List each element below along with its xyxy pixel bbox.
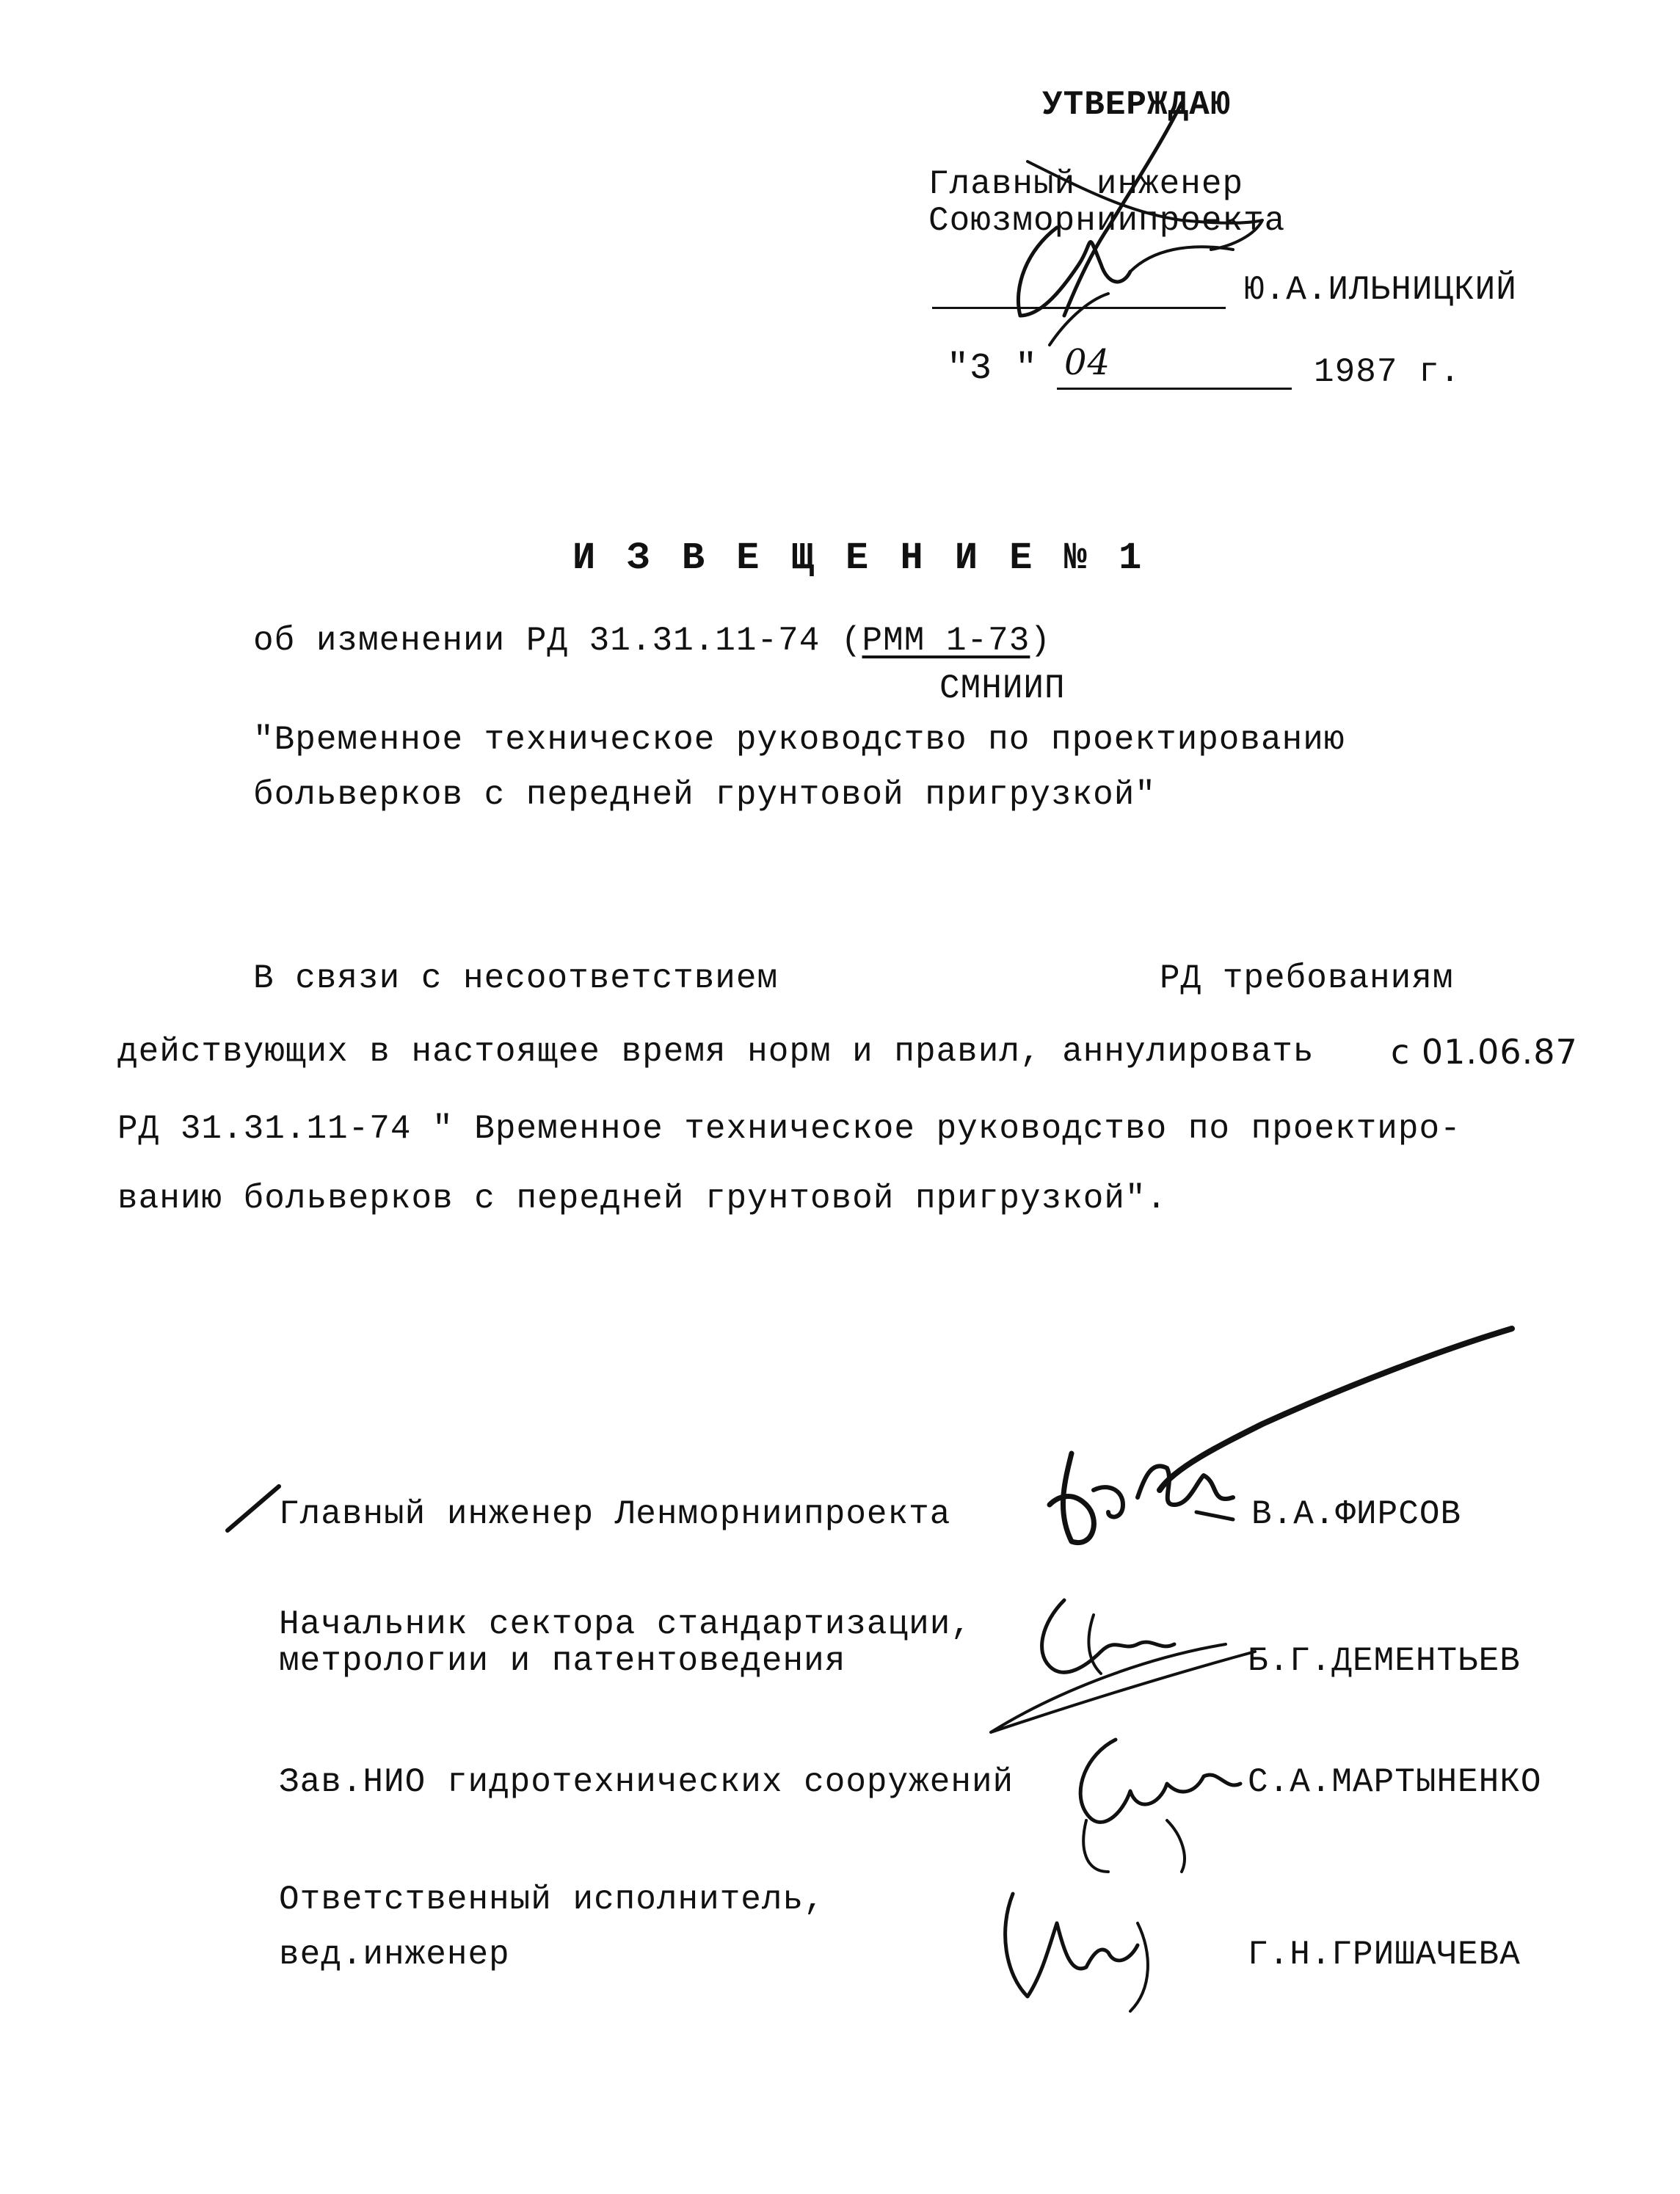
slash-mark-icon	[224, 1483, 283, 1534]
signatory-2-signature-icon	[917, 1585, 1299, 1747]
approval-organization: Союзморниипроекта	[928, 202, 1286, 240]
signatory-1-title: Главный инженер Ленморниипроекта	[279, 1495, 951, 1533]
signatory-2-title-line1: Начальник сектора стандартизации,	[279, 1605, 972, 1643]
notice-organization: СМНИИП	[939, 669, 1066, 708]
body-line2: действующих в настоящее время норм и правил, аннулировать	[117, 1033, 1314, 1071]
approval-signer-name: Ю.А.ИЛЬНИЦКИЙ	[1244, 271, 1517, 309]
signatory-4-name: Г.Н.ГРИШАЧЕВА	[1248, 1936, 1521, 1974]
body-line1-a: В связи с несоответствием	[253, 959, 779, 998]
signatory-2-title-line2: метрологии и патентоведения	[279, 1642, 846, 1680]
notice-document-title-line2: больверков с передней грунтовой пригрузкой"	[253, 776, 1156, 814]
signatory-2-name: Б.Г.ДЕМЕНТЬЕВ	[1248, 1642, 1521, 1680]
signatory-3-name: С.А.МАРТЫНЕНКО	[1248, 1763, 1542, 1801]
body-line3: РД 31.31.11-74 " Временное техническое руководство по проектиро-	[117, 1110, 1461, 1148]
body-line4: ванию больверков с передней грунтовой пригрузкой".	[117, 1180, 1168, 1218]
approval-date-day: "3 "	[947, 348, 1039, 390]
signatory-4-title-line1: Ответственный исполнитель,	[279, 1881, 825, 1919]
signatory-1-signature-icon	[1028, 1321, 1527, 1556]
body-line1-b: РД требованиям	[1160, 959, 1454, 998]
approval-date-year: 1987 г.	[1314, 353, 1461, 391]
notice-subject-code: РММ 1-73	[862, 622, 1030, 660]
body-line2-date: с 01.06.87	[1391, 1032, 1578, 1072]
approval-date-line	[1057, 388, 1292, 390]
notice-document-title-line1: "Временное техническое руководство по проектированию	[253, 721, 1345, 759]
signatory-3-signature-icon	[1057, 1725, 1277, 1886]
approval-signature-icon	[939, 103, 1321, 382]
notice-title: И З В Е Щ Е Н И Е № 1	[572, 537, 1146, 580]
signatory-4-title-line2: вед.инженер	[279, 1936, 510, 1974]
notice-subject	[253, 624, 1051, 658]
notice-subject-prefix: об изменении РД 31.31.11-74 (	[253, 622, 862, 660]
approval-date-month: 04	[1064, 342, 1111, 383]
signatory-1-name: В.А.ФИРСОВ	[1251, 1495, 1462, 1533]
signatory-3-title: Зав.НИО гидротехнических сооружений	[279, 1763, 1014, 1801]
approval-heading: УТВЕРЖДАЮ	[1042, 86, 1232, 124]
signatory-4-signature-icon	[983, 1879, 1204, 2026]
notice-subject-suffix: )	[1030, 622, 1051, 660]
approval-position: Главный инженер	[928, 165, 1244, 203]
